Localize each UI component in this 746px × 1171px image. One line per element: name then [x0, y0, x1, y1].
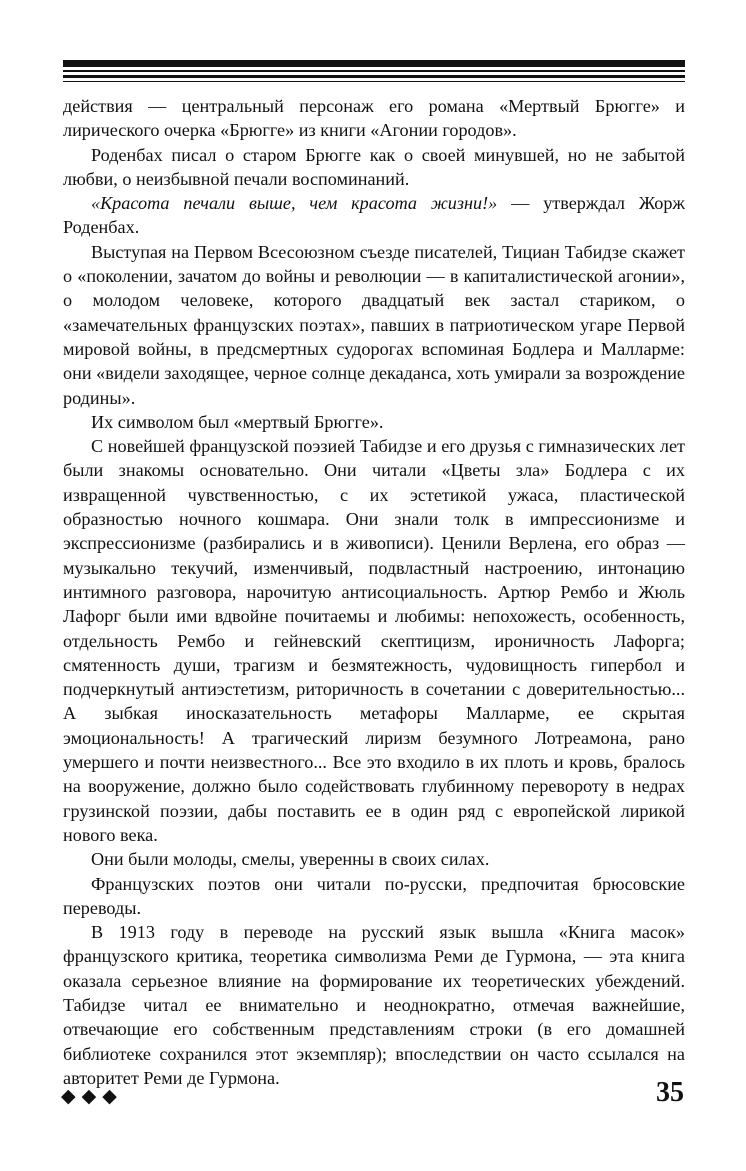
- paragraph: Их символом был «мертвый Брюгге».: [91, 411, 384, 432]
- header-rule: [63, 81, 685, 82]
- paragraph: действия — центральный персонаж его романа «Мертвый Брюгге» и лирического очерка «Брюгге» из книги «Агонии городов».: [63, 96, 685, 141]
- quote-attribution: — утверждал Жорж Роденбах.: [63, 193, 685, 238]
- paragraph: Роденбах писал о старом Брюгге как о своей минувшей, но не забытой любви, о неизбывной печали воспоминаний.: [63, 144, 685, 189]
- paragraph: С новейшей французской поэзией Табидзе и его друзья с гимназических лет были знакомы основательно. Они читали «Цветы зла» Бодлера с их извращенной чувственностью, с их эстетикой ужаса, пластической образностью ночного кошмара. Они знали толк в импрессионизме и экспрессионизме (разбирались и в живописи). Ценили Верлена, его образ — музыкально текучий, изменчивый, подвластный настроению, интонацию интимного разговора, нарочитую антисоциальность. Артюр Рембо и Жюль Лафорг были ими вдвойне почитаемы и любимы: непохожесть, особенность, отдельность Рембо и гейневский скептицизм, ироничность Лафорга; смятенность души, трагизм и безмятежность, чудовищность гипербол и подчеркнутый антиэстетизм, риторичность в сочетании с доверительностью... А зыбкая иносказательность метафоры Малларме, ее скрытая эмоциональность! А трагический лиризм безумного Лотреамона, рано умершего и почти неизвестного... Все это входило в их плоть и кровь, бралось на вооружение, должно было содействовать глубинному перевороту в недрах грузинской поэзии, дабы поставить ее в один ряд с европейской лирикой нового века.: [63, 436, 685, 845]
- paragraph: Выступая на Первом Всесоюзном съезде писателей, Тициан Табидзе скажет о «поколении, зачатом до войны и революции — в капиталистической агонии», о молодом человеке, которого двадцатый век застал стариком, о «замечательных французских поэтах», павших в патриотическом угаре Первой мировой войны, в предсмертных судорогах вспоминая Бодлера и Малларме: они «видели заходящее, черное солнце декаданса, хоть умирали за возрождение родины».: [63, 241, 685, 408]
- header-rule: [63, 60, 685, 67]
- paragraph: Они были молоды, смелы, уверенны в своих силах.: [91, 849, 490, 870]
- header-rule: [63, 75, 685, 78]
- page-number: 35: [656, 1077, 684, 1108]
- paragraph: В 1913 году в переводе на русский язык вышла «Книга масок» французского критика, теоретика символизма Реми де Гурмона, — эта книга оказала серьезное влияние на формирование их теоретических убеждений. Табидзе читал ее внимательно и неоднократно, отмечая важнейшие, отвечающие его собственным представлениям строки (в его домашней библиотеке сохранился этот экземпляр); впоследствии он часто ссылался на авторитет Реми де Гурмона.: [63, 922, 685, 1088]
- paragraph: Французских поэтов они читали по-русски, предпочитая брюсовские переводы.: [63, 873, 685, 918]
- footer-diamond-icons: ◆◆◆: [61, 1085, 123, 1107]
- paragraph-quote: [63, 191, 685, 240]
- header-rule: [63, 70, 685, 72]
- body-text: [63, 94, 685, 1090]
- italic-quote: «Красота печали выше, чем красота жизни!»: [91, 193, 498, 214]
